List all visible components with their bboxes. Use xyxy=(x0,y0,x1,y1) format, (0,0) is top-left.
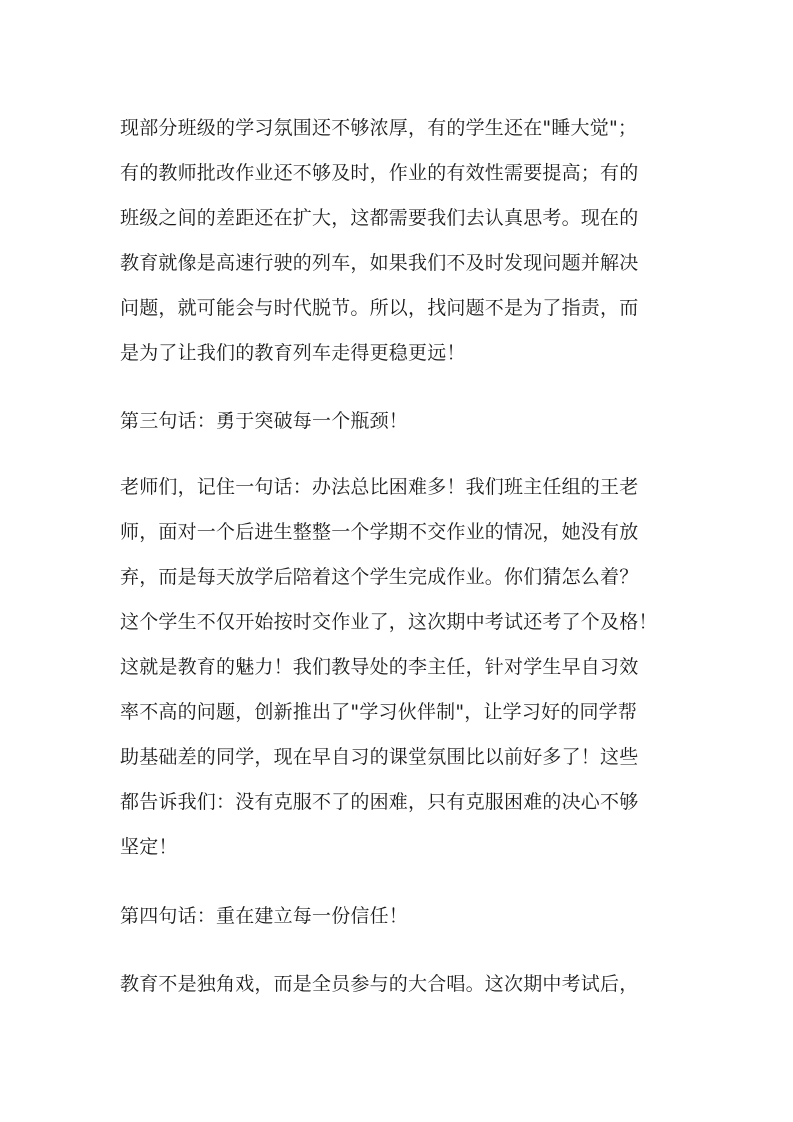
paragraph-3-line-3: 弃，而是每天放学后陪着这个学生完成作业。你们猜怎么着？ xyxy=(120,566,639,588)
paragraph-1-line-5: 问题，就可能会与时代脱节。所以，找问题不是为了指责，而 xyxy=(120,297,639,319)
paragraph-1-line-2: 有的教师批改作业还不够及时，作业的有效性需要提高；有的 xyxy=(120,162,639,184)
paragraph-3-line-4: 这个学生不仅开始按时交作业了，这次期中考试还考了个及格！ xyxy=(120,611,658,633)
paragraph-1-line-4: 教育就像是高速行驶的列车，如果我们不及时发现问题并解决 xyxy=(120,252,639,274)
section-heading-4: 第四句话：重在建立每一份信任！ xyxy=(120,905,409,927)
paragraph-1-line-3: 班级之间的差距还在扩大，这都需要我们去认真思考。现在的 xyxy=(120,207,639,229)
paragraph-3-line-7: 助基础差的同学，现在早自习的课堂氛围比以前好多了！这些 xyxy=(120,746,639,768)
paragraph-3-line-1: 老师们，记住一句话：办法总比困难多！我们班主任组的王老 xyxy=(120,476,639,498)
paragraph-5-line-1: 教育不是独角戏，而是全员参与的大合唱。这次期中考试后， xyxy=(120,973,639,995)
paragraph-3-line-2: 师，面对一个后进生整整一个学期不交作业的情况，她没有放 xyxy=(120,521,639,543)
paragraph-1-line-6: 是为了让我们的教育列车走得更稳更远！ xyxy=(120,342,466,364)
paragraph-3-line-6: 率不高的问题，创新推出了"学习伙伴制"，让学习好的同学帮 xyxy=(120,701,638,723)
paragraph-3-line-5: 这就是教育的魅力！我们教导处的李主任，针对学生早自习效 xyxy=(120,656,639,678)
paragraph-3-line-9: 坚定！ xyxy=(120,836,178,858)
section-heading-3: 第三句话：勇于突破每一个瓶颈！ xyxy=(120,410,409,432)
paragraph-1-line-1: 现部分班级的学习氛围还不够浓厚，有的学生还在"睡大觉"； xyxy=(120,117,638,139)
paragraph-3-line-8: 都告诉我们：没有克服不了的困难，只有克服困难的决心不够 xyxy=(120,791,639,813)
